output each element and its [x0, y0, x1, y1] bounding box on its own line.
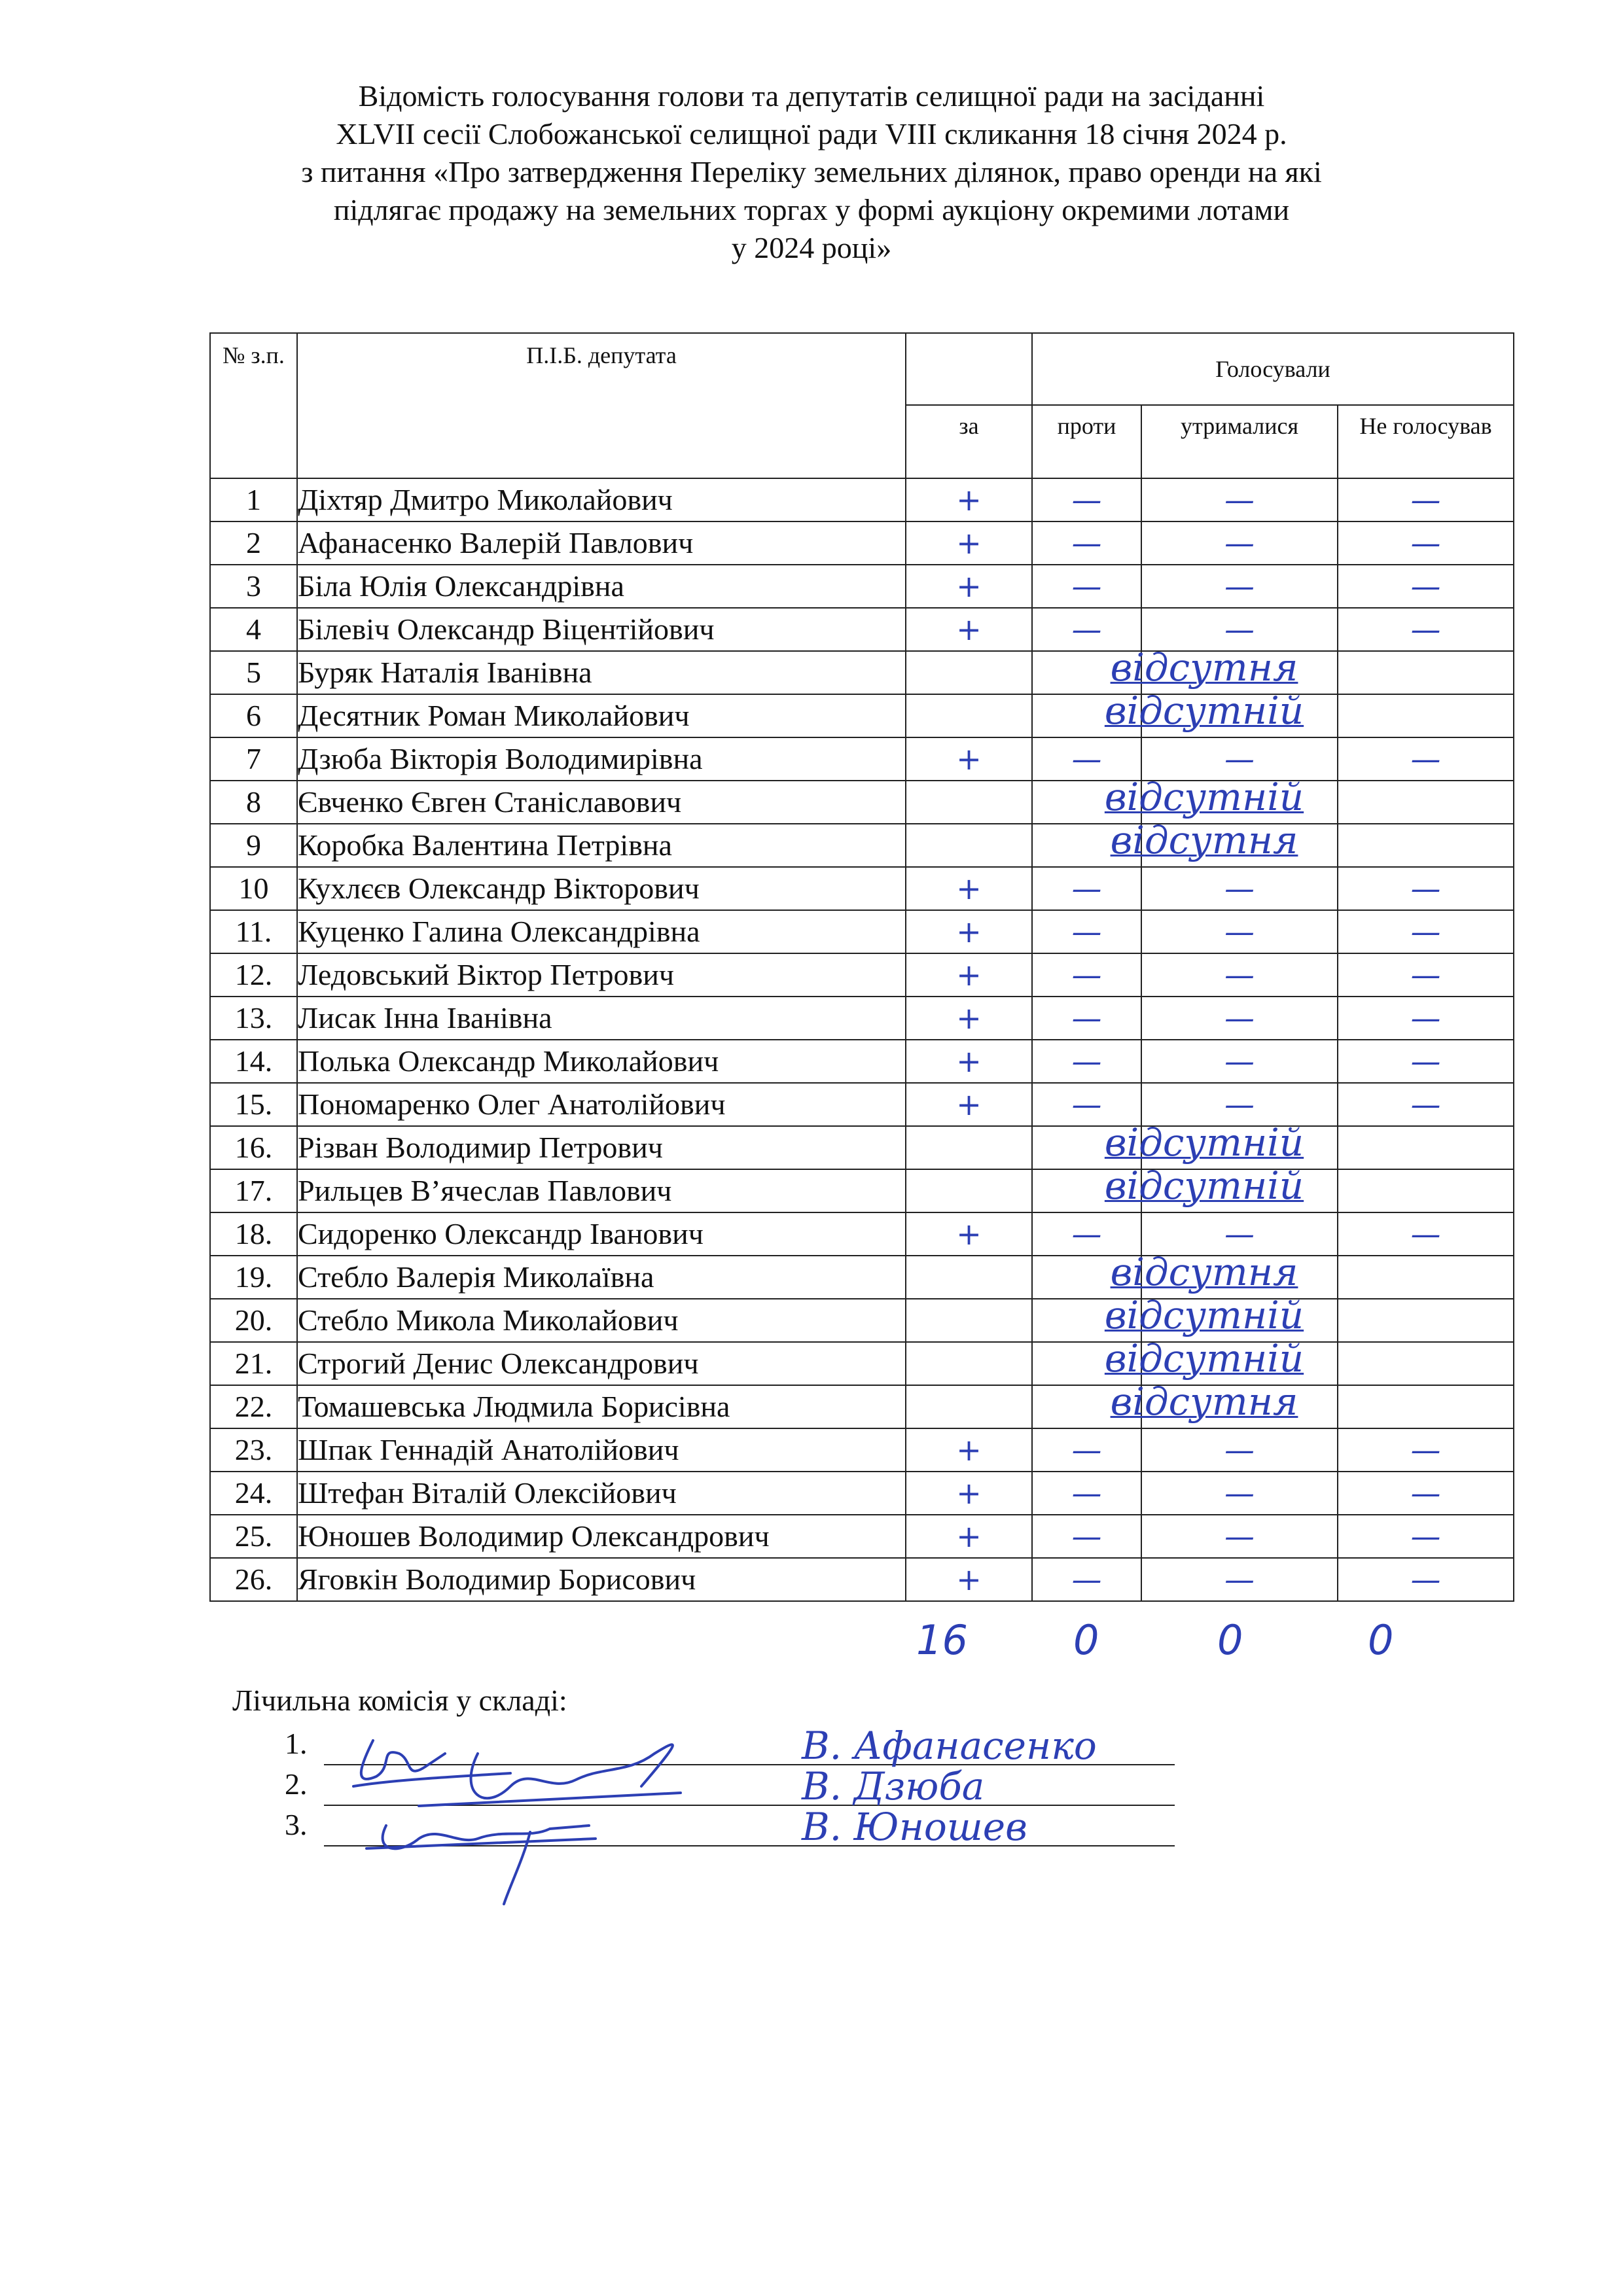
total-not-voted: 0: [1368, 1616, 1394, 1664]
absent-annotation: відсутня: [1110, 645, 1298, 690]
row-number: 3: [210, 565, 297, 608]
table-row: [210, 478, 1514, 521]
vote-for: [906, 1169, 1032, 1212]
table-row: [210, 694, 1514, 737]
vote-totals: [0, 1616, 1623, 1669]
vote-for: +: [906, 867, 1032, 910]
vote-not-voted: —: [1338, 1212, 1514, 1256]
vote-against: —: [1032, 997, 1141, 1040]
vote-against: [1032, 651, 1141, 694]
vote-for: +: [906, 1040, 1032, 1083]
vote-not-voted: —: [1338, 478, 1514, 521]
vote-not-voted: [1338, 1126, 1514, 1169]
deputy-name: Сидоренко Олександр Іванович: [297, 1212, 906, 1256]
vote-abstained: —: [1141, 737, 1338, 781]
row-number: 25.: [210, 1515, 297, 1558]
absent-annotation: відсутній: [1104, 1293, 1304, 1337]
signature-3-flourish: [366, 1839, 596, 1848]
table-row: [210, 1299, 1514, 1342]
deputy-name: Куценко Галина Олександрівна: [297, 910, 906, 953]
deputy-name: Біла Юлія Олександрівна: [297, 565, 906, 608]
table-row: [210, 824, 1514, 867]
table-row: [210, 1472, 1514, 1515]
row-number: 8: [210, 781, 297, 824]
deputy-name: Коробка Валентина Петрівна: [297, 824, 906, 867]
vote-not-voted: —: [1338, 1558, 1514, 1601]
vote-abstained: —: [1141, 867, 1338, 910]
vote-against: [1032, 1385, 1141, 1428]
vote-for: +: [906, 521, 1032, 565]
table-row: [210, 1083, 1514, 1126]
vote-not-voted: —: [1338, 910, 1514, 953]
row-number: 11.: [210, 910, 297, 953]
vote-abstained: —: [1141, 521, 1338, 565]
table-row: [210, 997, 1514, 1040]
vote-not-voted: [1338, 651, 1514, 694]
header-not-voted: Не голосував: [1338, 405, 1514, 478]
handwritten-signatures: [314, 1714, 759, 1911]
vote-against: [1032, 694, 1141, 737]
vote-abstained: [1141, 781, 1338, 824]
vote-for: [906, 781, 1032, 824]
deputy-name: Лисак Інна Іванівна: [297, 997, 906, 1040]
vote-against: —: [1032, 953, 1141, 997]
deputy-name: Афанасенко Валерій Павлович: [297, 521, 906, 565]
row-number: 21.: [210, 1342, 297, 1385]
total-for: 16: [916, 1616, 968, 1664]
row-number: 14.: [210, 1040, 297, 1083]
vote-against: —: [1032, 1083, 1141, 1126]
vote-not-voted: —: [1338, 867, 1514, 910]
row-number: 22.: [210, 1385, 297, 1428]
row-number: 10: [210, 867, 297, 910]
deputy-name: Пономаренко Олег Анатолійович: [297, 1083, 906, 1126]
vote-abstained: —: [1141, 1472, 1338, 1515]
vote-for: +: [906, 997, 1032, 1040]
title-line-4: підлягає продажу на земельних торгах у формі аукціону окремими лотами: [333, 193, 1290, 226]
table-row: [210, 1212, 1514, 1256]
deputy-name: Ледовський Віктор Петрович: [297, 953, 906, 997]
vote-for: +: [906, 737, 1032, 781]
vote-abstained: —: [1141, 1040, 1338, 1083]
vote-for: [906, 651, 1032, 694]
row-number: 6: [210, 694, 297, 737]
header-voted: Голосували: [1032, 333, 1514, 405]
vote-not-voted: [1338, 1385, 1514, 1428]
vote-against: —: [1032, 867, 1141, 910]
header-abstained: утрималися: [1141, 405, 1338, 478]
vote-not-voted: [1338, 1256, 1514, 1299]
vote-abstained: —: [1141, 1212, 1338, 1256]
row-number: 19.: [210, 1256, 297, 1299]
deputy-name: Строгий Денис Олександрович: [297, 1342, 906, 1385]
voting-table: [209, 332, 1514, 1602]
signature-1: [361, 1740, 445, 1779]
table-row: [210, 1040, 1514, 1083]
member-name: В. Юношев: [802, 1805, 1027, 1849]
vote-not-voted: —: [1338, 737, 1514, 781]
header-for: за: [906, 405, 1032, 478]
vote-for: [906, 824, 1032, 867]
vote-against: [1032, 824, 1141, 867]
table-row: [210, 1126, 1514, 1169]
deputy-name: Стебло Валерія Миколаївна: [297, 1256, 906, 1299]
vote-abstained: [1141, 1385, 1338, 1428]
vote-abstained: [1141, 1126, 1338, 1169]
table-row: [210, 953, 1514, 997]
member-name: В. Дзюба: [802, 1764, 985, 1809]
signature-2: [471, 1744, 673, 1798]
vote-for: [906, 1256, 1032, 1299]
absent-annotation: відсутній: [1104, 1163, 1304, 1208]
table-row: [210, 910, 1514, 953]
absent-annotation: відсутня: [1110, 1379, 1298, 1424]
vote-for: [906, 1126, 1032, 1169]
row-number: 12.: [210, 953, 297, 997]
vote-against: —: [1032, 478, 1141, 521]
absent-annotation: відсутній: [1104, 688, 1304, 733]
row-number: 13.: [210, 997, 297, 1040]
vote-against: —: [1032, 1040, 1141, 1083]
row-number: 7: [210, 737, 297, 781]
row-number: 9: [210, 824, 297, 867]
table-row: [210, 651, 1514, 694]
vote-not-voted: —: [1338, 1472, 1514, 1515]
absent-annotation: відсутня: [1110, 818, 1298, 862]
vote-for: +: [906, 1212, 1032, 1256]
row-number: 2: [210, 521, 297, 565]
vote-not-voted: —: [1338, 1428, 1514, 1472]
deputy-name: Різван Володимир Петрович: [297, 1126, 906, 1169]
vote-for: +: [906, 1558, 1032, 1601]
deputy-name: Дзюба Вікторія Володимирівна: [297, 737, 906, 781]
vote-abstained: [1141, 1256, 1338, 1299]
vote-abstained: [1141, 1342, 1338, 1385]
table-row: [210, 521, 1514, 565]
row-number: 5: [210, 651, 297, 694]
row-number: 23.: [210, 1428, 297, 1472]
vote-abstained: —: [1141, 1083, 1338, 1126]
vote-abstained: —: [1141, 997, 1338, 1040]
row-number: 20.: [210, 1299, 297, 1342]
table-row: [210, 1385, 1514, 1428]
vote-not-voted: —: [1338, 1083, 1514, 1126]
vote-for: +: [906, 608, 1032, 651]
row-number: 1: [210, 478, 297, 521]
commission-label: Лічильна комісія у складі:: [232, 1684, 567, 1717]
deputy-name: Кухлєєв Олександр Вікторович: [297, 867, 906, 910]
vote-abstained: —: [1141, 1428, 1338, 1472]
table-row: [210, 1169, 1514, 1212]
row-number: 17.: [210, 1169, 297, 1212]
member-number: 1.: [285, 1727, 308, 1760]
table-row: [210, 565, 1514, 608]
vote-for: +: [906, 565, 1032, 608]
member-name: В. Афанасенко: [802, 1723, 1097, 1768]
title-line-3: з питання «Про затвердження Переліку земельних ділянок, право оренди на які: [301, 155, 1322, 188]
deputy-name: Білевіч Олександр Віцентійович: [297, 608, 906, 651]
row-number: 24.: [210, 1472, 297, 1515]
table-row: [210, 1256, 1514, 1299]
vote-against: [1032, 1256, 1141, 1299]
vote-not-voted: —: [1338, 997, 1514, 1040]
deputy-name: Діхтяр Дмитро Миколайович: [297, 478, 906, 521]
vote-abstained: [1141, 824, 1338, 867]
table-row: [210, 1515, 1514, 1558]
vote-not-voted: —: [1338, 1515, 1514, 1558]
row-number: 18.: [210, 1212, 297, 1256]
deputy-name: Євченко Євген Станіславович: [297, 781, 906, 824]
vote-for: +: [906, 478, 1032, 521]
absent-annotation: відсутній: [1104, 1120, 1304, 1165]
vote-against: [1032, 781, 1141, 824]
vote-against: —: [1032, 910, 1141, 953]
header-blank: [906, 333, 1032, 405]
vote-abstained: —: [1141, 565, 1338, 608]
deputy-name: Полька Олександр Миколайович: [297, 1040, 906, 1083]
vote-for: +: [906, 1428, 1032, 1472]
vote-for: +: [906, 910, 1032, 953]
vote-against: [1032, 1342, 1141, 1385]
vote-not-voted: [1338, 1169, 1514, 1212]
deputy-name: Рильцев В’ячеслав Павлович: [297, 1169, 906, 1212]
vote-not-voted: [1338, 781, 1514, 824]
vote-abstained: [1141, 694, 1338, 737]
vote-against: —: [1032, 1515, 1141, 1558]
vote-against: [1032, 1169, 1141, 1212]
vote-not-voted: [1338, 694, 1514, 737]
row-number: 4: [210, 608, 297, 651]
vote-against: —: [1032, 521, 1141, 565]
table-row: [210, 1558, 1514, 1601]
vote-against: —: [1032, 608, 1141, 651]
vote-abstained: —: [1141, 1515, 1338, 1558]
vote-for: +: [906, 1472, 1032, 1515]
member-number: 3.: [285, 1808, 308, 1841]
vote-against: [1032, 1126, 1141, 1169]
vote-abstained: —: [1141, 478, 1338, 521]
vote-against: [1032, 1299, 1141, 1342]
vote-against: —: [1032, 1558, 1141, 1601]
deputy-name: Стебло Микола Миколайович: [297, 1299, 906, 1342]
row-number: 15.: [210, 1083, 297, 1126]
vote-abstained: [1141, 651, 1338, 694]
header-name: П.І.Б. депутата: [297, 333, 906, 478]
vote-not-voted: —: [1338, 1040, 1514, 1083]
vote-for: +: [906, 953, 1032, 997]
vote-against: —: [1032, 565, 1141, 608]
table-row: [210, 867, 1514, 910]
absent-annotation: відсутня: [1110, 1250, 1298, 1294]
vote-not-voted: [1338, 1342, 1514, 1385]
vote-for: [906, 1385, 1032, 1428]
vote-not-voted: —: [1338, 953, 1514, 997]
header-against: проти: [1032, 405, 1141, 478]
vote-for: [906, 1342, 1032, 1385]
total-against: 0: [1073, 1616, 1099, 1664]
vote-against: —: [1032, 1212, 1141, 1256]
table-row: [210, 1428, 1514, 1472]
deputy-name: Яговкін Володимир Борисович: [297, 1558, 906, 1601]
deputy-name: Десятник Роман Миколайович: [297, 694, 906, 737]
vote-abstained: —: [1141, 953, 1338, 997]
document-title: [196, 77, 1427, 267]
vote-not-voted: [1338, 1299, 1514, 1342]
table-row: [210, 737, 1514, 781]
deputy-name: Штефан Віталій Олексійович: [297, 1472, 906, 1515]
total-abstained: 0: [1217, 1616, 1243, 1664]
table-row: [210, 608, 1514, 651]
vote-abstained: [1141, 1299, 1338, 1342]
vote-for: +: [906, 1083, 1032, 1126]
table-row: [210, 1342, 1514, 1385]
member-number: 2.: [285, 1767, 308, 1801]
header-number: № з.п.: [210, 333, 297, 478]
vote-abstained: —: [1141, 910, 1338, 953]
title-line-2: XLVII сесії Слобожанської селищної ради VIII скликання 18 січня 2024 р.: [336, 117, 1287, 150]
deputy-name: Шпак Геннадій Анатолійович: [297, 1428, 906, 1472]
signature-2-flourish: [419, 1793, 681, 1806]
vote-abstained: —: [1141, 1558, 1338, 1601]
vote-not-voted: —: [1338, 565, 1514, 608]
vote-against: —: [1032, 1472, 1141, 1515]
title-line-5: у 2024 році»: [731, 231, 892, 264]
absent-annotation: відсутній: [1104, 775, 1304, 819]
vote-not-voted: [1338, 824, 1514, 867]
row-number: 26.: [210, 1558, 297, 1601]
table-row: [210, 781, 1514, 824]
absent-annotation: відсутній: [1104, 1336, 1304, 1381]
deputy-name: Томашевська Людмила Борисівна: [297, 1385, 906, 1428]
vote-not-voted: —: [1338, 521, 1514, 565]
row-number: 16.: [210, 1126, 297, 1169]
title-line-1: Відомість голосування голови та депутатів селищної ради на засіданні: [358, 79, 1265, 113]
vote-for: [906, 1299, 1032, 1342]
vote-abstained: —: [1141, 608, 1338, 651]
vote-against: —: [1032, 737, 1141, 781]
vote-abstained: [1141, 1169, 1338, 1212]
vote-not-voted: —: [1338, 608, 1514, 651]
vote-against: —: [1032, 1428, 1141, 1472]
deputy-name: Юношев Володимир Олександрович: [297, 1515, 906, 1558]
vote-for: +: [906, 1515, 1032, 1558]
vote-for: [906, 694, 1032, 737]
deputy-name: Буряк Наталія Іванівна: [297, 651, 906, 694]
